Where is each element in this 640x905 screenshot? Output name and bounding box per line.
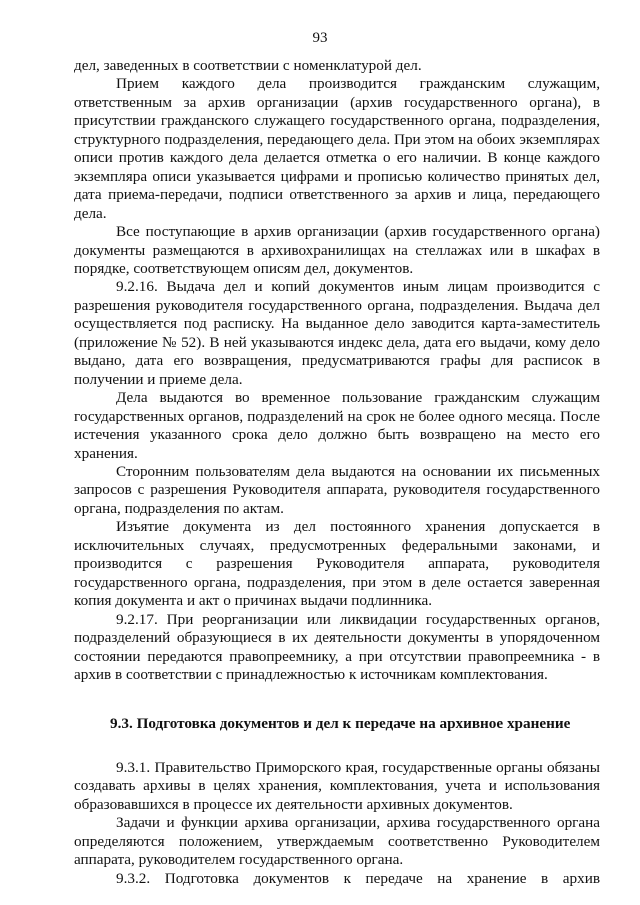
- paragraph-acceptance: Прием каждого дела производится гражданским служащим, ответственным за архив организации (архив государственного органа), в присутствии гражданского служащего государственного органа, подразделения, структурного подразделения, передающего дела. При этом на обоих экземплярах описи против каждого дела делается отметка о его наличии. В конце каждого экземпляра описи указывается цифрами и прописью количество принятых дел, дата приема-передачи, подписи ответственного за архив и лица, передающего дела.: [74, 75, 600, 222]
- document-body: [74, 57, 600, 888]
- paragraph-9-2-17: 9.2.17. При реорганизации или ликвидации государственных органов, подразделений образующиеся в их деятельности документы в упорядоченном состоянии передаются правопреемнику, а при отсутствии правопреемника - в архив в соответствии с принадлежностью к источникам комплектования.: [74, 610, 600, 683]
- paragraph-9-2-16: 9.2.16. Выдача дел и копий документов иным лицам производится с разрешения руководителя государственного органа, подразделения. Выдача дел осуществляется под расписку. На выданное дело заводится карта-заместитель (приложение № 52). В ней указываются индекс дела, дата его выдачи, кому дело выдано, дата его возвращения, предусматриваются графы для расписок в получении и приеме дела.: [74, 278, 600, 388]
- paragraph-storage: Все поступающие в архив организации (архив государственного органа) документы размещаются в архивохранилищах на стеллажах или в шкафах в порядке, соответствующем описям дел, документов.: [74, 223, 600, 277]
- paragraph-9-3-2: 9.3.2. Подготовка документов к передаче на хранение в архив: [116, 869, 600, 887]
- paragraph-9-3-1: 9.3.1. Правительство Приморского края, государственные органы обязаны создавать архивы в целях хранения, комплектования, учета и использования образовавшихся в процессе их деятельности архивных документов.: [74, 758, 600, 813]
- paragraph-external-users: Сторонним пользователям дела выдаются на основании их письменных запросов с разрешения Руководителя аппарата, руководителя государственного органа, подразделения по актам.: [74, 462, 600, 517]
- paragraph-temporary-use: Дела выдаются во временное пользование гражданским служащим государственных органов, подразделений на срок не более одного месяца. После истечения указанного срока дело должно быть возвращено на место его хранения.: [74, 389, 600, 462]
- paragraph-continuation: дел, заведенных в соответствии с номенклатурой дел.: [74, 57, 422, 74]
- section-heading: 9.3. Подготовка документов и дел к передаче на архивное хранение: [110, 715, 571, 733]
- paragraph-withdrawal: Изъятие документа из дел постоянного хранения допускается в исключительных случаях, предусмотренных федеральными законами, и производится с разрешения Руководителя аппарата, руководителя государственного органа, подразделения, при этом в деле остается заверенная копия документа и акт о причинах выдачи подлинника.: [74, 518, 600, 610]
- page-number: 93: [312, 30, 328, 46]
- paragraph-archive-functions: Задачи и функции архива организации, архива государственного органа определяются положением, утверждаемым соответственно Руководителем аппарата, руководителем государственного органа.: [74, 814, 600, 869]
